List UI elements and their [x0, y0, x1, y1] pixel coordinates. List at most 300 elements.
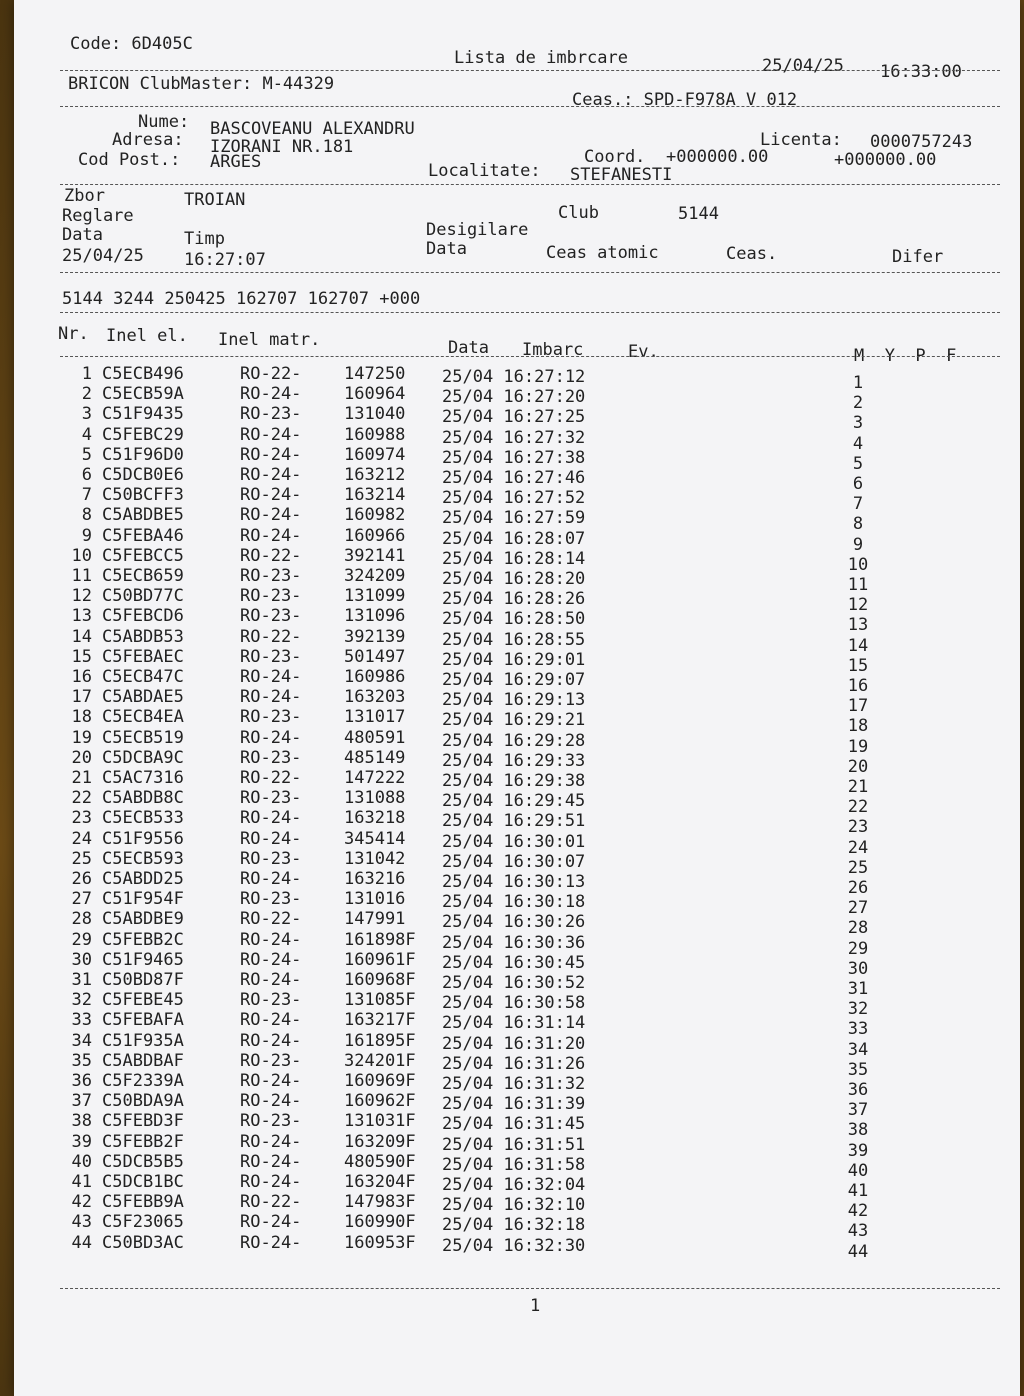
row-number: 4 [81, 424, 92, 445]
col-header-date: Data [448, 338, 489, 358]
m-count: 9 [852, 534, 864, 555]
row-number: 42 [71, 1192, 92, 1213]
boarding-datetime: 25/04 16:30:45 [442, 952, 586, 973]
document-code: Code: 6D405C [70, 34, 193, 54]
row-number: 40 [71, 1151, 92, 1172]
boarding-datetime: 25/04 16:30:26 [442, 912, 586, 933]
m-count: 5 [852, 453, 864, 474]
ring-series: RO-24- [240, 667, 302, 687]
ring-number: 163214 [344, 485, 406, 506]
ring-series: RO-22- [240, 768, 302, 788]
coord-lat: +000000.00 [666, 147, 769, 167]
m-count: 10 [847, 554, 869, 575]
table-row [14, 566, 1020, 595]
ring-number: 163212 [344, 465, 406, 485]
ring-series: RO-24- [240, 1091, 302, 1112]
row-number: 9 [81, 525, 92, 546]
page-number: 1 [530, 1296, 541, 1316]
electronic-ring: C50BD87F [102, 970, 184, 990]
ring-number: 160966 [344, 525, 406, 546]
col-header-ring-number: Inel matr. [218, 330, 321, 350]
ring-series: RO-24- [240, 727, 302, 748]
boarding-datetime: 25/04 16:27:59 [442, 508, 586, 529]
ring-number: 131099 [344, 586, 406, 607]
boarding-datetime: 25/04 16:30:52 [442, 973, 586, 993]
ring-series: RO-24- [240, 444, 302, 465]
row-number: 20 [71, 747, 92, 768]
row-number: 30 [71, 949, 92, 970]
m-count: 11 [847, 575, 869, 595]
m-count: 34 [847, 1039, 869, 1060]
electronic-ring: C51F9435 [102, 404, 184, 425]
print-date: 25/04/25 [762, 56, 844, 76]
row-number: 41 [71, 1172, 92, 1192]
electronic-ring: C5DCBA9C [102, 747, 184, 768]
row-number: 22 [71, 788, 92, 809]
col-header-nr: Nr. [58, 324, 89, 344]
electronic-ring: C50BDA9A [102, 1091, 184, 1112]
boarding-datetime: 25/04 16:28:55 [442, 629, 586, 650]
table-row [14, 1212, 1020, 1242]
ring-number: 147222 [344, 768, 406, 788]
boarding-datetime: 25/04 16:31:39 [442, 1094, 586, 1115]
electronic-ring: C5FEBB2F [102, 1131, 184, 1152]
flight-time: 16:27:07 [184, 250, 266, 270]
electronic-ring: C5FEBD3F [102, 1111, 184, 1132]
electronic-ring: C5FEBCD6 [102, 606, 184, 627]
table-row [14, 909, 1020, 939]
table-row [14, 1151, 1020, 1181]
m-count: 39 [847, 1140, 869, 1161]
m-count: 6 [852, 474, 864, 494]
table-row [14, 848, 1020, 878]
ring-number: 131017 [344, 707, 406, 728]
printed-sheet [14, 0, 1020, 1396]
row-number: 5 [81, 444, 92, 465]
difference-label: Difer [892, 247, 944, 267]
table-row [14, 465, 1020, 494]
boarding-datetime: 25/04 16:27:32 [442, 427, 586, 448]
ring-series: RO-24- [240, 687, 302, 708]
m-count: 23 [847, 817, 869, 838]
ring-number: 160953F [344, 1232, 416, 1253]
electronic-ring: C5FEBA46 [102, 525, 184, 546]
boarding-datetime: 25/04 16:31:51 [442, 1134, 586, 1155]
table-row [14, 626, 1020, 656]
table-row [14, 667, 1020, 696]
separator [60, 1288, 1000, 1289]
postal-value: ARGES [210, 152, 262, 172]
ring-number: 131040 [344, 404, 406, 425]
boarding-datetime: 25/04 16:31:26 [442, 1053, 586, 1074]
table-row [14, 929, 1020, 959]
table-row [14, 545, 1020, 575]
m-count: 33 [847, 1019, 869, 1040]
row-number: 13 [71, 606, 92, 627]
boarding-datetime: 25/04 16:31:14 [442, 1013, 586, 1034]
boarding-datetime: 25/04 16:27:12 [442, 367, 586, 387]
col-header-boarding: Imbarc [522, 340, 584, 360]
table-row [14, 727, 1020, 757]
boarding-datetime: 25/04 16:28:26 [442, 589, 586, 610]
electronic-ring: C5AC7316 [102, 768, 184, 788]
ring-number: 480590F [344, 1151, 416, 1172]
m-count: 37 [847, 1100, 869, 1121]
ring-number: 160990F [344, 1212, 416, 1233]
m-count: 17 [847, 696, 869, 717]
row-number: 12 [71, 586, 92, 607]
ring-number: 324201F [344, 1050, 416, 1071]
separator [60, 272, 1000, 273]
row-number: 21 [71, 768, 92, 788]
m-count: 14 [847, 635, 869, 656]
boarding-datetime: 25/04 16:27:20 [442, 387, 586, 408]
row-number: 1 [81, 364, 92, 384]
owner-name: BASCOVEANU ALEXANDRU [210, 119, 415, 139]
flight-name: TROIAN [184, 190, 246, 210]
row-number: 38 [71, 1111, 92, 1132]
ring-series: RO-24- [240, 828, 302, 849]
ring-series: RO-24- [240, 1212, 302, 1233]
electronic-ring: C5ECB659 [102, 566, 184, 586]
m-count: 26 [847, 878, 869, 898]
electronic-ring: C50BD77C [102, 586, 184, 607]
m-count: 40 [847, 1160, 869, 1181]
boarding-datetime: 25/04 16:29:21 [442, 710, 586, 731]
ring-series: RO-24- [240, 424, 302, 445]
electronic-ring: C5FEBB2C [102, 929, 184, 950]
atomic-clock-label: Ceas atomic [546, 243, 659, 263]
ring-number: 501497 [344, 646, 406, 667]
ring-number: 392141 [344, 545, 406, 566]
ring-series: RO-23- [240, 747, 302, 768]
m-count: 3 [852, 413, 864, 434]
boarding-datetime: 25/04 16:30:18 [442, 892, 586, 913]
row-number: 36 [71, 1071, 92, 1091]
ring-series: RO-24- [240, 1030, 302, 1051]
m-count: 12 [847, 595, 869, 616]
ring-number: 392139 [344, 626, 406, 647]
row-number: 14 [71, 626, 92, 647]
ring-series: RO-23- [240, 707, 302, 728]
electronic-ring: C5ABDBE9 [102, 909, 184, 930]
table-row [14, 1091, 1020, 1121]
electronic-ring: C5FEBAEC [102, 646, 184, 667]
row-number: 24 [71, 828, 92, 849]
ring-number: 161898F [344, 929, 416, 950]
ring-series: RO-22- [240, 626, 302, 647]
m-count: 22 [847, 797, 869, 818]
boarding-datetime: 25/04 16:27:38 [442, 447, 586, 468]
ring-number: 324209 [344, 566, 406, 586]
m-count: 4 [852, 433, 864, 454]
boarding-datetime: 25/04 16:29:13 [442, 690, 586, 711]
boarding-datetime: 25/04 16:31:58 [442, 1154, 586, 1175]
address-label: Adresa: [112, 130, 184, 150]
m-count: 13 [847, 615, 869, 636]
m-count: 32 [847, 999, 869, 1020]
boarding-datetime: 25/04 16:32:30 [442, 1235, 586, 1256]
ring-series: RO-22- [240, 545, 302, 566]
row-number: 25 [71, 848, 92, 869]
table-row [14, 808, 1020, 838]
table-row [14, 1010, 1020, 1040]
table-row [14, 707, 1020, 737]
m-count: 20 [847, 756, 869, 777]
table-row [14, 869, 1020, 898]
electronic-ring: C51F96D0 [102, 444, 184, 465]
ring-series: RO-23- [240, 1111, 302, 1132]
ring-series: RO-24- [240, 808, 302, 829]
boarding-datetime: 25/04 16:32:10 [442, 1195, 586, 1216]
ring-series: RO-23- [240, 586, 302, 607]
ring-series: RO-24- [240, 505, 302, 526]
row-number: 43 [71, 1212, 92, 1233]
separator [60, 312, 1000, 313]
table-row [14, 384, 1020, 414]
boarding-datetime: 25/04 16:31:32 [442, 1074, 586, 1094]
table-row [14, 1050, 1020, 1080]
m-count: 41 [847, 1181, 869, 1201]
table-row [14, 889, 1020, 919]
row-number: 17 [71, 687, 92, 708]
ring-number: 131016 [344, 889, 406, 910]
electronic-ring: C5ABDB8C [102, 788, 184, 809]
electronic-ring: C51F9556 [102, 828, 184, 849]
flight-code-line: 5144 3244 250425 162707 162707 +000 [62, 289, 421, 309]
m-count: 27 [847, 898, 869, 919]
boarding-datetime: 25/04 16:27:25 [442, 407, 586, 428]
row-number: 33 [71, 1010, 92, 1031]
boarding-datetime: 25/04 16:30:36 [442, 932, 586, 953]
boarding-datetime: 25/04 16:27:46 [442, 468, 586, 488]
ring-series: RO-23- [240, 990, 302, 1011]
electronic-ring: C5ECB47C [102, 667, 184, 687]
row-number: 32 [71, 990, 92, 1011]
locality-value: STEFANESTI [570, 165, 673, 185]
ring-series: RO-23- [240, 1050, 302, 1071]
electronic-ring: C5F2339A [102, 1071, 184, 1091]
boarding-datetime: 25/04 16:28:20 [442, 569, 586, 589]
clock-id: Ceas.: SPD-F978A V 012 [572, 90, 798, 110]
boarding-datetime: 25/04 16:28:14 [442, 548, 586, 569]
table-row [14, 364, 1020, 393]
licence-label: Licenta: [760, 130, 842, 150]
boarding-datetime: 25/04 16:27:52 [442, 488, 586, 509]
club-label: Club [558, 203, 599, 223]
ring-number: 160988 [344, 424, 406, 445]
coord-label: Coord. [584, 147, 646, 167]
separator [60, 356, 1000, 357]
ring-number: 161895F [344, 1030, 416, 1051]
m-count: 29 [847, 938, 869, 959]
electronic-ring: C50BCFF3 [102, 485, 184, 506]
electronic-ring: C5ABDBAF [102, 1050, 184, 1071]
table-row [14, 586, 1020, 616]
document-title: Lista de imbrcare [454, 48, 628, 68]
row-number: 19 [71, 727, 92, 748]
boarding-datetime: 25/04 16:28:50 [442, 609, 586, 630]
row-number: 37 [71, 1091, 92, 1112]
ring-series: RO-24- [240, 1010, 302, 1031]
boarding-datetime: 25/04 16:29:07 [442, 670, 586, 690]
ring-series: RO-24- [240, 1232, 302, 1253]
electronic-ring: C51F9465 [102, 949, 184, 970]
row-number: 28 [71, 909, 92, 930]
electronic-ring: C5ABDAE5 [102, 687, 184, 708]
m-count: 18 [847, 716, 869, 737]
ring-series: RO-22- [240, 909, 302, 930]
clubmaster-id: BRICON ClubMaster: M-44329 [68, 74, 335, 94]
row-number: 11 [71, 566, 92, 586]
ring-series: RO-24- [240, 465, 302, 485]
table-row [14, 485, 1020, 515]
table-row [14, 970, 1020, 999]
m-count: 24 [847, 837, 869, 858]
ring-number: 147983F [344, 1192, 416, 1213]
m-count: 42 [847, 1201, 869, 1222]
row-number: 35 [71, 1050, 92, 1071]
separator [60, 106, 1000, 107]
m-count: 36 [847, 1080, 869, 1100]
row-number: 29 [71, 929, 92, 950]
ring-series: RO-24- [240, 1071, 302, 1091]
row-number: 15 [71, 646, 92, 667]
electronic-ring: C5FEBAFA [102, 1010, 184, 1031]
ring-number: 163204F [344, 1172, 416, 1192]
ring-series: RO-24- [240, 525, 302, 546]
ring-number: 160962F [344, 1091, 416, 1112]
col-header-electronic-ring: Inel el. [106, 326, 188, 346]
flight-date: 25/04/25 [62, 246, 144, 266]
row-number: 8 [81, 505, 92, 526]
m-count: 31 [847, 979, 869, 999]
boarding-datetime: 25/04 16:29:01 [442, 649, 586, 670]
m-count: 2 [852, 393, 864, 414]
boarding-datetime: 25/04 16:32:04 [442, 1175, 586, 1195]
table-row [14, 646, 1020, 676]
row-number: 26 [71, 869, 92, 889]
flight-label: Zbor [64, 186, 105, 206]
table-row [14, 788, 1020, 818]
ring-series: RO-23- [240, 566, 302, 586]
row-number: 3 [81, 404, 92, 425]
ring-number: 147250 [344, 364, 406, 384]
ring-number: 131096 [344, 606, 406, 627]
electronic-ring: C5ECB59A [102, 384, 184, 405]
m-count: 19 [847, 736, 869, 757]
ring-number: 163209F [344, 1131, 416, 1152]
ring-number: 131042 [344, 848, 406, 869]
m-count: 21 [847, 777, 869, 797]
row-number: 18 [71, 707, 92, 728]
row-number: 23 [71, 808, 92, 829]
electronic-ring: C5FEBB9A [102, 1192, 184, 1213]
boarding-datetime: 25/04 16:30:01 [442, 831, 586, 852]
table-row [14, 1111, 1020, 1141]
table-row [14, 525, 1020, 555]
table-row [14, 768, 1020, 797]
boarding-datetime: 25/04 16:31:20 [442, 1033, 586, 1054]
ring-series: RO-24- [240, 1131, 302, 1152]
boarding-datetime: 25/04 16:30:58 [442, 993, 586, 1014]
locality-label: Localitate: [428, 161, 541, 181]
m-count: 16 [847, 676, 869, 696]
row-number: 34 [71, 1030, 92, 1051]
electronic-ring: C5DCB1BC [102, 1172, 184, 1192]
ring-series: RO-24- [240, 485, 302, 506]
row-number: 7 [81, 485, 92, 506]
m-count: 8 [852, 514, 864, 535]
m-count: 7 [852, 494, 864, 515]
ring-number: 147991 [344, 909, 406, 930]
boarding-datetime: 25/04 16:31:45 [442, 1114, 586, 1135]
boarding-datetime: 25/04 16:30:13 [442, 872, 586, 892]
table-row [14, 404, 1020, 434]
electronic-ring: C5ECB519 [102, 727, 184, 748]
m-count: 38 [847, 1120, 869, 1141]
table-row [14, 1172, 1020, 1201]
m-count: 15 [847, 655, 869, 676]
electronic-ring: C5DCB5B5 [102, 1151, 184, 1172]
boarding-datetime: 25/04 16:29:45 [442, 791, 586, 812]
owner-address: IZORANI NR.181 [210, 137, 354, 157]
ring-series: RO-24- [240, 1172, 302, 1192]
row-number: 27 [71, 889, 92, 910]
ring-number: 485149 [344, 747, 406, 768]
row-number: 16 [71, 667, 92, 687]
table-row [14, 990, 1020, 1020]
ring-number: 163218 [344, 808, 406, 829]
ring-number: 163203 [344, 687, 406, 708]
table-row [14, 1071, 1020, 1100]
electronic-ring: C5FEBC29 [102, 424, 184, 445]
ring-series: RO-23- [240, 788, 302, 809]
ring-number: 480591 [344, 727, 406, 748]
ring-number: 160982 [344, 505, 406, 526]
ring-number: 160974 [344, 444, 406, 465]
separator [60, 184, 1000, 185]
ring-number: 160961F [344, 949, 416, 970]
ring-number: 163217F [344, 1010, 416, 1031]
ring-series: RO-24- [240, 929, 302, 950]
table-row [14, 687, 1020, 717]
m-count: 25 [847, 857, 869, 878]
boarding-datetime: 25/04 16:28:07 [442, 528, 586, 549]
m-count: 28 [847, 918, 869, 939]
adjust-label: Reglare [62, 206, 134, 226]
club-number: 5144 [678, 204, 719, 224]
row-number: 44 [71, 1232, 92, 1253]
ring-number: 160964 [344, 384, 406, 405]
ring-number: 160969F [344, 1071, 416, 1091]
table-row [14, 1192, 1020, 1222]
table-row [14, 949, 1020, 979]
ring-number: 131031F [344, 1111, 416, 1132]
name-label: Nume: [138, 112, 190, 132]
table-row [14, 1232, 1020, 1262]
unseal-date-label: Data [426, 239, 467, 259]
separator [60, 70, 1000, 71]
table-row [14, 505, 1020, 535]
ring-number: 131085F [344, 990, 416, 1011]
row-number: 31 [71, 970, 92, 990]
table-row [14, 424, 1020, 454]
m-count: 30 [847, 958, 869, 979]
table-row [14, 1030, 1020, 1060]
ring-series: RO-23- [240, 404, 302, 425]
boarding-datetime: 25/04 16:29:28 [442, 730, 586, 751]
